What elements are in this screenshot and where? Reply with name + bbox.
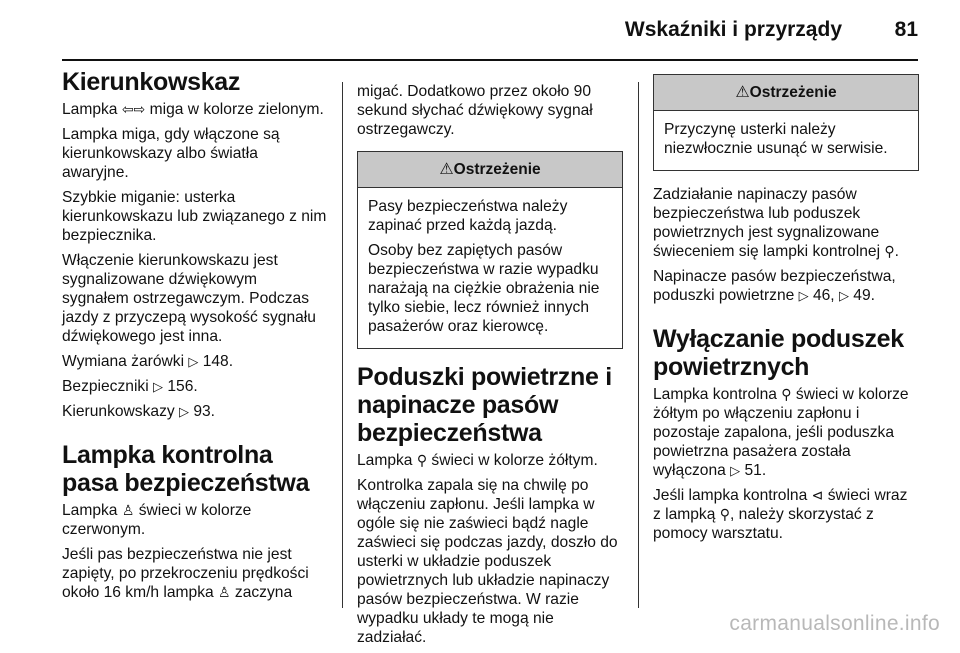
paragraph xyxy=(62,100,328,119)
paragraph xyxy=(62,501,328,539)
heading-turn-signal: Kierunkowskaz xyxy=(62,68,241,96)
seat-belt-icon: ♙ xyxy=(218,584,231,600)
watermark: carmanualsonline.info xyxy=(729,612,940,635)
page-ref-icon: ▷ xyxy=(179,404,189,419)
warning-title: Ostrzeżenie xyxy=(453,161,541,178)
paragraph: Szybkie miganie: usterka kierunkowskazu lub związanego z nim bezpiecznika. xyxy=(62,189,327,244)
text: 46, xyxy=(808,287,839,304)
section-title: Wskaźniki i przyrządy xyxy=(624,18,842,41)
text: 148. xyxy=(198,353,234,370)
text: Lampka xyxy=(62,101,122,118)
paragraph: Kontrolka zapala się na chwilę po włączeniu zapłonu. Jeśli lampka w ogóle się nie zaświeci bądź nagle zaświeci się podczas jazdy, doszło do usterki w układzie poduszek powietrznych lub układzie napinaczy pasów bezpieczeństwa. W razie wypadku układy te mogą nie zadziałać. xyxy=(357,477,618,646)
airbag-off-icon: ⚲ xyxy=(781,386,792,402)
text: Jeśli lampka kontrolna xyxy=(653,487,812,504)
paragraph xyxy=(653,267,919,305)
warning-body xyxy=(358,188,622,348)
text: 51. xyxy=(740,462,767,479)
column-divider xyxy=(342,82,343,608)
text: . xyxy=(894,243,900,260)
paragraph: Przyczynę usterki należy niezwłocznie usunąć w serwisie. xyxy=(664,121,888,157)
text: 49. xyxy=(848,287,875,304)
warning-box xyxy=(653,74,919,171)
paragraph: Lampka miga, gdy włączone są kierunkowskazy albo światła awaryjne. xyxy=(62,126,280,181)
airbag-icon: ⚲ xyxy=(719,506,730,522)
warning-header xyxy=(358,152,622,188)
text: 93. xyxy=(189,403,216,420)
text: miga w kolorze zielonym. xyxy=(145,101,324,118)
page-number: 81 xyxy=(894,18,918,41)
warning-box xyxy=(357,151,623,349)
text: Lampka xyxy=(62,502,122,519)
paragraph xyxy=(62,545,328,602)
page-ref-icon: ▷ xyxy=(798,288,809,303)
text: Kierunkowskazy xyxy=(62,403,179,420)
text: świeci w kolorze żółtym po włączeniu zapłonu i pozostaje zapalona, jeśli poduszka powietrzna pasażera została wyłączona xyxy=(653,386,909,479)
page-ref-icon: ▷ xyxy=(153,379,164,394)
heading-airbags: Poduszki powietrzne i napinacze pasów bezpieczeństwa xyxy=(357,363,612,447)
reference-indicators xyxy=(62,402,328,421)
text: Lampka xyxy=(357,452,417,469)
text: Jeśli pas bezpieczeństwa nie jest zapięty, po przekroczeniu prędkości około 16 km/h lampka xyxy=(62,546,309,601)
paragraph xyxy=(357,451,623,470)
page-header xyxy=(0,0,960,60)
text: świeci w kolorze czerwonym. xyxy=(62,502,252,538)
heading-airbag-deactivation: Wyłączanie poduszek powietrznych xyxy=(653,325,904,381)
text: Bezpieczniki xyxy=(62,378,154,395)
text: Lampka kontrolna xyxy=(653,386,782,403)
turn-signal-icon: ⇦⇨ xyxy=(121,101,146,117)
warning-header xyxy=(654,75,918,111)
column-1 xyxy=(62,68,328,608)
text: Napinacze pasów bezpieczeństwa, poduszki powietrzne xyxy=(653,268,896,304)
airbag-icon: ⚲ xyxy=(884,243,895,259)
paragraph xyxy=(653,486,919,543)
warning-title: Ostrzeżenie xyxy=(749,84,837,101)
warning-icon: ⚠ xyxy=(439,161,454,178)
text: , należy skorzystać z pomocy warsztatu. xyxy=(653,506,874,542)
reference-bulb xyxy=(62,352,328,371)
text: 156. xyxy=(163,378,198,395)
text: Wymiana żarówki xyxy=(62,353,189,370)
heading-seat-belt: Lampka kontrolna pasa bezpieczeństwa xyxy=(62,441,310,497)
paragraph: Pasy bezpieczeństwa należy zapinać przed każdą jazdą. xyxy=(368,198,568,234)
page-ref-icon: ▷ xyxy=(730,463,741,478)
warning-icon: ⚠ xyxy=(735,84,750,101)
warning-body xyxy=(654,111,918,170)
service-icon: ⊲ xyxy=(811,487,824,503)
column-2 xyxy=(357,82,623,653)
column-divider xyxy=(638,82,639,608)
reference-fuses xyxy=(62,377,328,396)
text: świeci w kolorze żółtym. xyxy=(427,452,598,469)
paragraph: Włączenie kierunkowskazu jest sygnalizowane dźwiękowym sygnałem ostrzegawczym. Podczas jazdy z przyczepą wysokość sygnału dźwiękowego jest inna. xyxy=(62,252,316,345)
header-rule xyxy=(62,59,918,61)
text: Zadziałanie napinaczy pasów bezpieczeństwa lub poduszek powietrznych jest sygnalizowane świeceniem się lampki kontrolnej xyxy=(653,186,885,260)
page-ref-icon: ▷ xyxy=(188,354,199,369)
page-ref-icon: ▷ xyxy=(838,288,849,303)
paragraph: Osoby bez zapiętych pasów bezpieczeństwa w razie wypadku narażają na ciężkie obrażenia nie tylko siebie, lecz również innych pasażerów oraz kierowcę. xyxy=(368,242,600,335)
text: zaczyna xyxy=(230,584,293,601)
seat-belt-icon: ♙ xyxy=(121,502,135,518)
paragraph xyxy=(653,385,919,480)
text: świeci wraz z lampką xyxy=(653,487,908,523)
paragraph: migać. Dodatkowo przez około 90 sekund słychać dźwiękowy sygnał ostrzegawczy. xyxy=(357,83,593,138)
paragraph xyxy=(653,185,919,261)
column-3 xyxy=(653,74,919,549)
airbag-icon: ⚲ xyxy=(416,452,428,468)
